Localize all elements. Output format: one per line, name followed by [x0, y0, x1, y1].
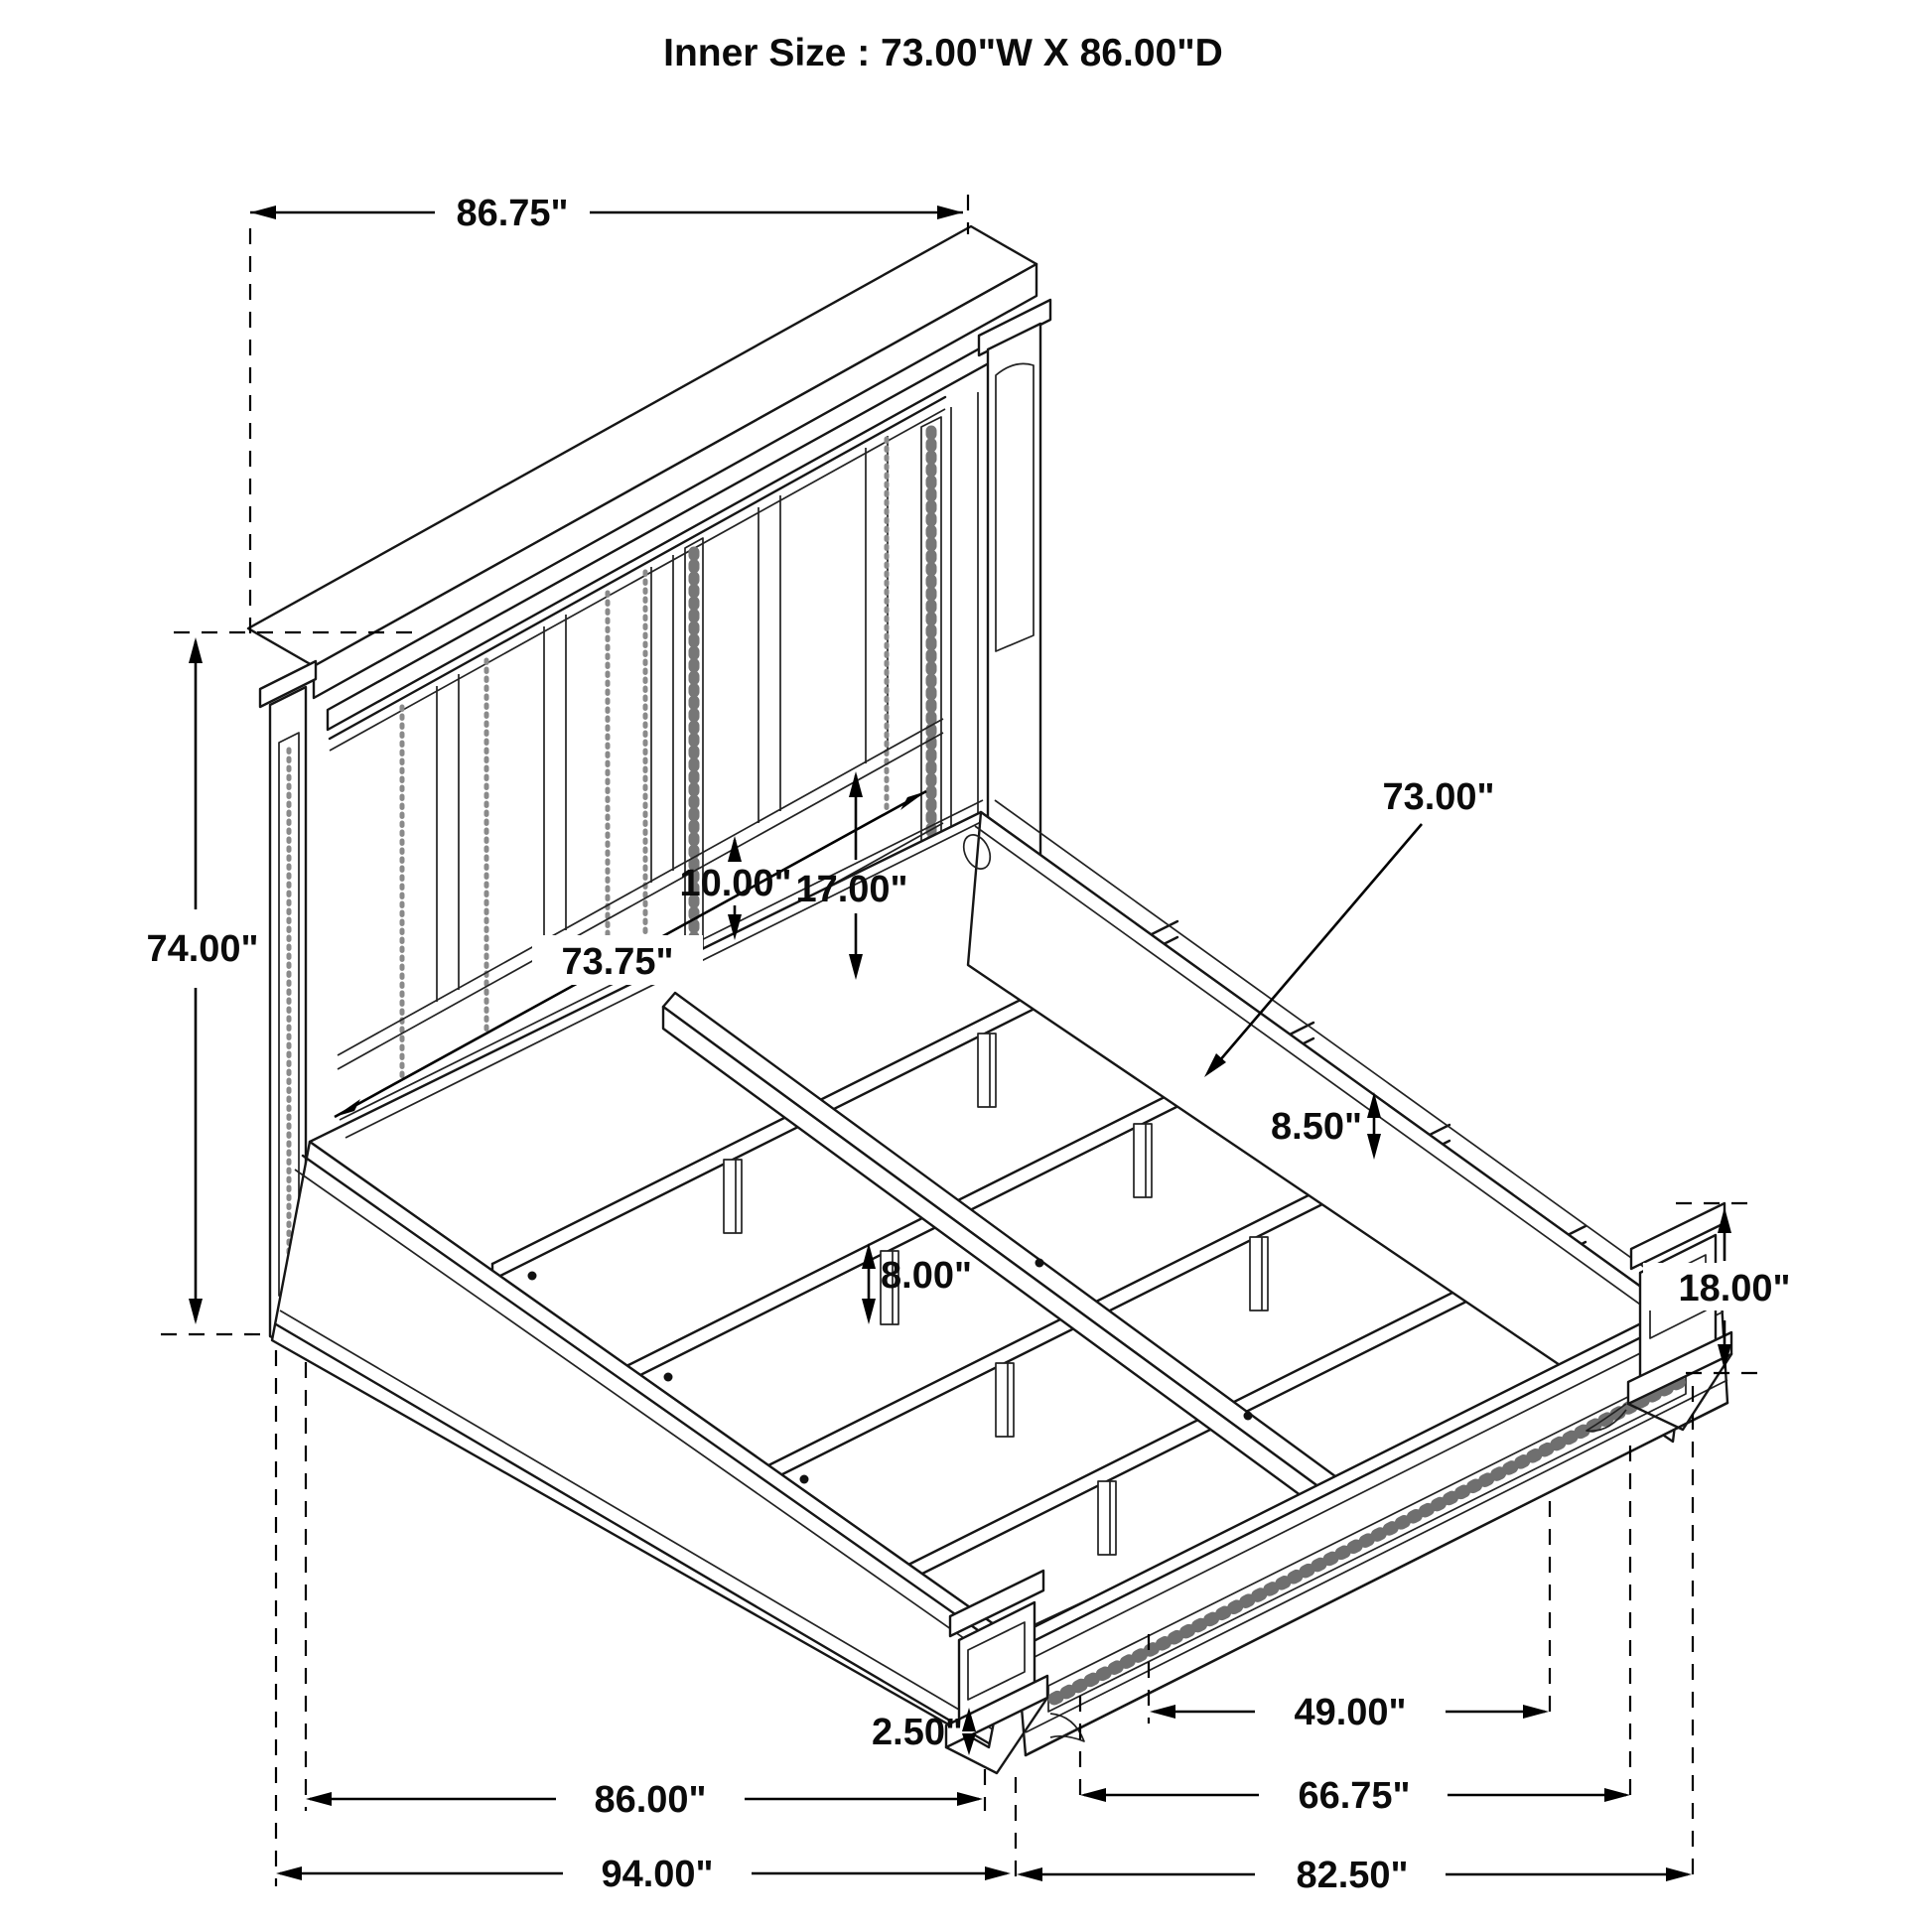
headboard-cap-top [248, 226, 1036, 666]
dim-footboard-height-label: 18.00" [1678, 1268, 1791, 1310]
dim-footboard-trim-width-label: 49.00" [1294, 1692, 1407, 1733]
dim-slat-length-label: 73.00" [1382, 776, 1495, 818]
dim-rail-to-slat-drop-label: 8.50" [1271, 1106, 1362, 1148]
dim-footboard-panel-width [1080, 1775, 1630, 1817]
dim-base-molding-height [872, 1708, 976, 1755]
dim-slat-leg-height-label: 8.00" [881, 1255, 972, 1297]
dim-headboard-base-height-label: 17.00" [795, 869, 908, 910]
dim-footboard-outer-width [1017, 1855, 1692, 1896]
dim-inner-depth [306, 1779, 983, 1821]
dim-footboard-trim-width [1150, 1692, 1549, 1733]
diagram-title: Inner Size : 73.00"W X 86.00"D [663, 32, 1223, 74]
dim-base-molding-height-label: 2.50" [872, 1712, 963, 1753]
dim-headboard-height [146, 637, 258, 1324]
dim-inner-depth-label: 86.00" [594, 1779, 707, 1821]
dim-headboard-width [250, 193, 963, 234]
dim-footboard-panel-width-label: 66.75" [1298, 1775, 1411, 1817]
dim-footboard-outer-width-label: 82.50" [1296, 1855, 1409, 1896]
dim-panel-lower-height-label: 10.00" [679, 863, 792, 904]
dim-outer-depth [276, 1854, 1011, 1895]
dim-panel-width-label: 73.75" [561, 941, 674, 983]
dim-headboard-width-label: 86.75" [456, 193, 569, 234]
dim-headboard-height-label: 74.00" [146, 928, 259, 970]
dim-outer-depth-label: 94.00" [601, 1854, 714, 1895]
